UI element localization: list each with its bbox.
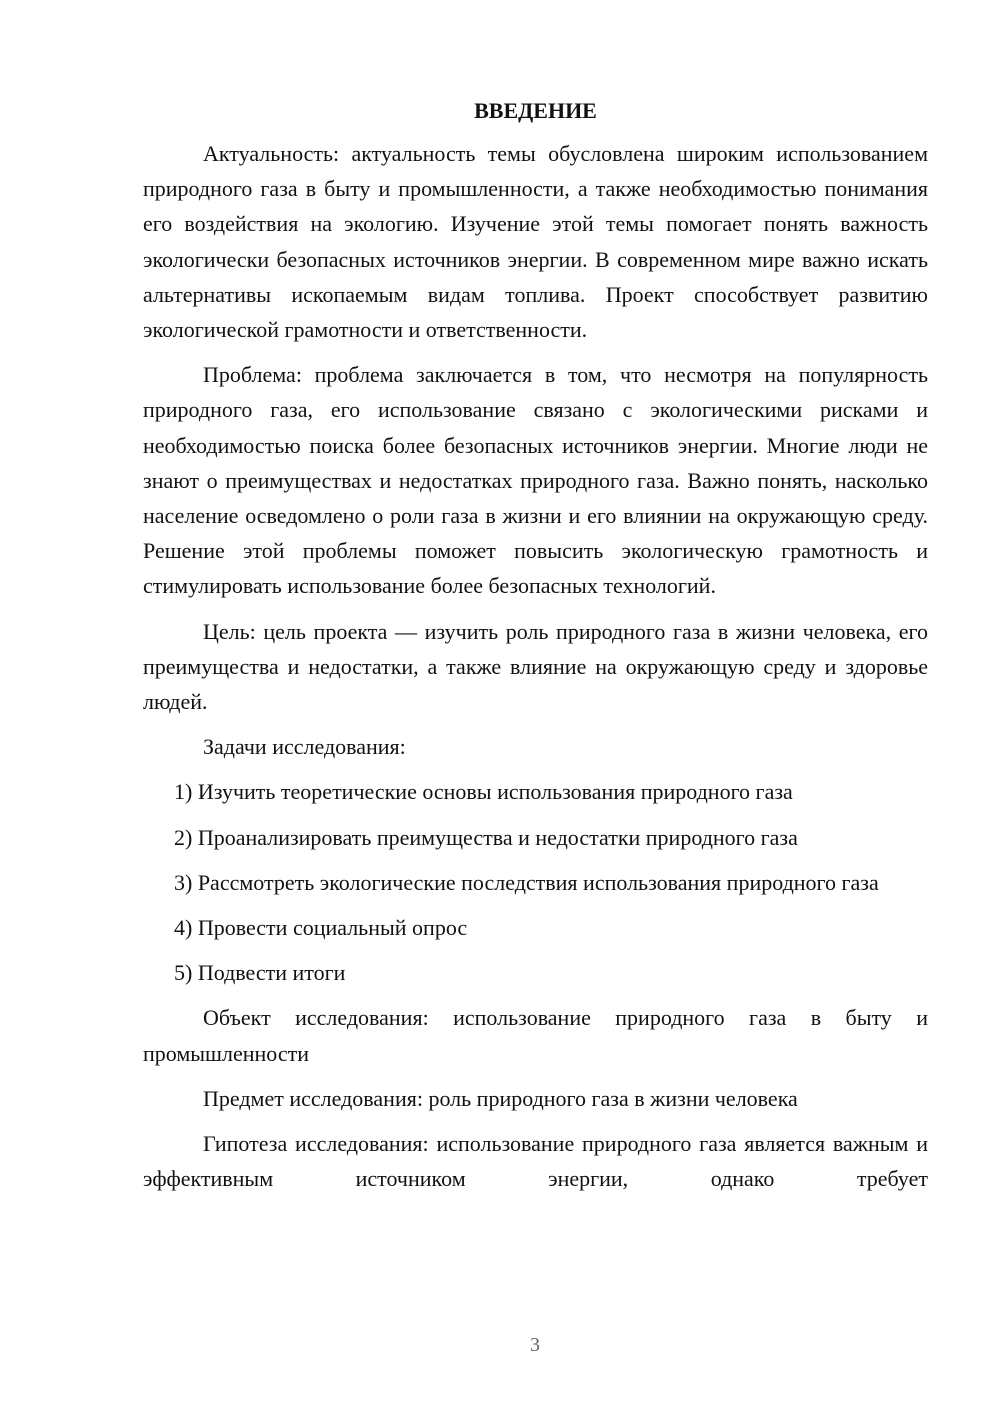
page-number: 3 (530, 1334, 540, 1356)
tasks-list (143, 774, 928, 990)
goal-paragraph: Цель: цель проекта — изучить роль природного газа в жизни человека, его преимущества и недостатки, а также влияние на окружающую среду и здоровье людей. (143, 618, 928, 715)
list-item: 2) Проанализировать преимущества и недостатки природного газа (174, 824, 798, 850)
subject-paragraph: Предмет исследования: роль природного газа в жизни человека (203, 1085, 798, 1111)
hypothesis-paragraph: Гипотеза исследования: использование природного газа является важным и эффективным источником энергии, однако требует (143, 1131, 928, 1192)
problem-paragraph: Проблема: проблема заключается в том, что несмотря на популярность природного газа, его использование связано с экологическими рисками и необходимостью поиска более безопасных источников энергии. Многие люди не знают о преимуществах и недостатках природного газа. Важно понять, насколько население осведомлено о роли газа в жизни и его влиянии на окружающую среду. Решение этой проблемы поможет повысить экологическую грамотность и стимулировать использование более безопасных технологий. (143, 362, 928, 599)
tasks-heading: Задачи исследования: (203, 734, 406, 760)
page-content (143, 96, 928, 1206)
page-title: ВВЕДЕНИЕ (474, 98, 597, 123)
list-item: 4) Провести социальный опрос (174, 915, 468, 941)
list-item: 1) Изучить теоретические основы использования природного газа (174, 779, 793, 805)
list-item: 3) Рассмотреть экологические последствия использования природного газа (174, 869, 879, 895)
list-item: 5) Подвести итоги (174, 960, 346, 986)
object-paragraph: Объект исследования: использование природного газа в быту и промышленности (143, 1005, 928, 1066)
relevance-paragraph: Актуальность: актуальность темы обусловлена широким использованием природного газа в быту и промышленности, а также необходимостью понимания его воздействия на экологию. Изучение этой темы помогает понять важность экологически безопасных источников энергии. В современном мире важно искать альтернативы ископаемым видам топлива. Проект способствует развитию экологической грамотности и ответственности. (143, 141, 928, 343)
